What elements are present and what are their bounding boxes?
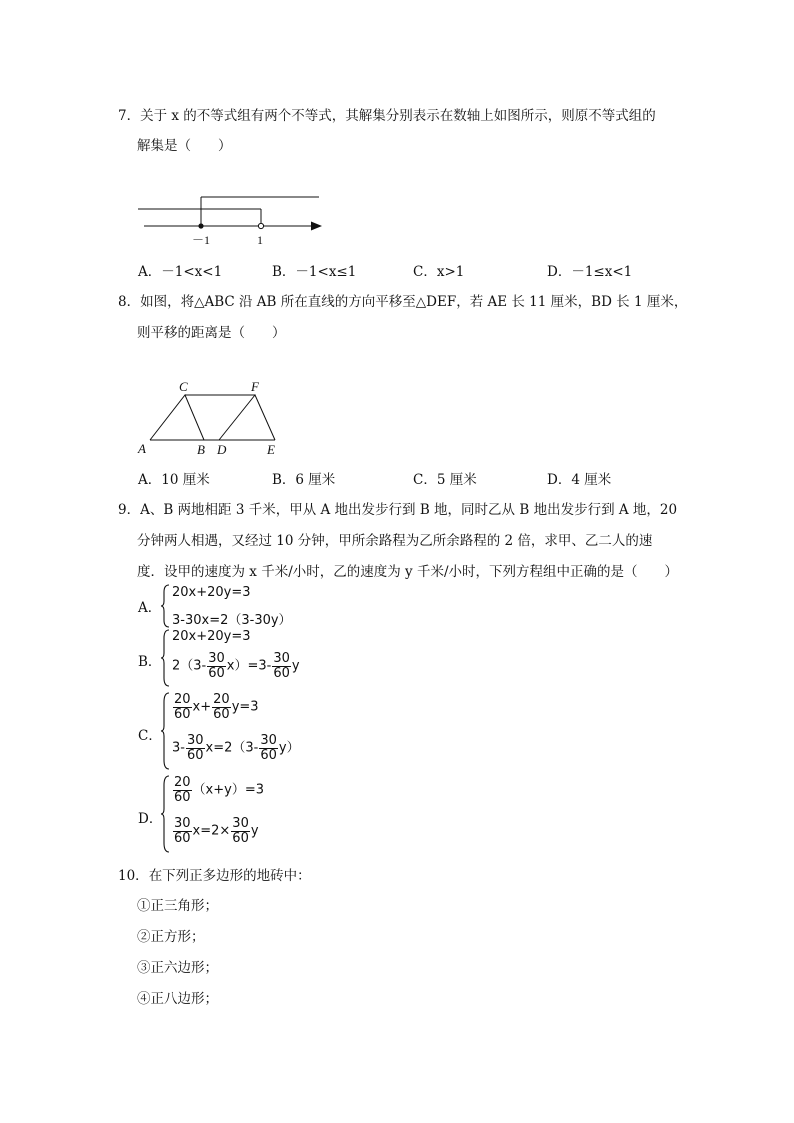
q8-option-c[interactable]: C．5 厘米 [413,472,477,488]
q7-stem-line1: 关于 x 的不等式组有两个不等式，其解集分别表示在数轴上如图所示，则原不等式组的 [140,108,656,124]
q8-label-f: F [251,379,259,394]
q7-option-d[interactable]: D．－1≤x<1 [547,264,633,280]
q10-item-4: ④正八边形； [137,991,218,1007]
q9-brace-c [161,692,171,770]
q8-label-c: C [179,379,188,394]
q9-line1 [118,498,677,518]
q7-axis-arrow-icon [311,222,322,231]
q8-line1 [118,290,687,310]
q9-option-a[interactable]: A． [138,600,162,616]
q9-d-eq1: $\frac{20}{60}$ （x+y）=3 [174,775,264,805]
fraction: $\frac{30}{60}$ [232,816,249,846]
q8-label-a: A [138,441,146,456]
q8-label-b: B [197,442,205,457]
q10-stem: 在下列正多边形的地砖中： [148,868,311,884]
q8-triangle-abc [150,395,204,440]
q9-c-eq2: 3- $\frac{30}{60}$ x=2（3- $\frac{30}{60}$ y） [172,733,300,763]
fraction: $\frac{30}{60}$ [273,651,290,681]
fraction: $\frac{20}{60}$ [174,692,191,722]
q7-tick-label-neg1: －1 [192,233,211,247]
q9-d-eq2: $\frac{30}{60}$ x=2× $\frac{30}{60}$ y [174,816,259,846]
q9-number: 9． [118,502,141,518]
q7-option-c[interactable]: C．x>1 [413,264,465,280]
q7-tick-label-1: 1 [257,233,263,247]
q9-b-eq2: 2（3- $\frac{30}{60}$ x）=3- $\frac{30}{60}$ y [172,651,300,681]
q7-hollow-point [258,223,263,228]
q8-option-d[interactable]: D．4 厘米 [547,472,612,488]
q7-number: 7． [118,108,141,124]
q10-line1 [118,864,311,884]
fraction: $\frac{30}{60}$ [208,651,225,681]
q7-option-b[interactable]: B．－1<x≤1 [272,264,357,280]
q7-option-a[interactable]: A．－1<x<1 [138,264,223,280]
q8-option-a[interactable]: A．10 厘米 [138,472,210,488]
q8-option-b[interactable]: B．6 厘米 [272,472,336,488]
q9-a-eq2: 3-30x=2（3-30y） [172,613,292,628]
fraction: $\frac{20}{60}$ [174,775,191,805]
q10-number: 10． [118,868,149,884]
q9-option-c[interactable]: C． [138,728,162,744]
q7-stem-line2: 解集是（ ） [137,138,232,154]
q8-stem-line1: 如图，将△ABC 沿 AB 所在直线的方向平移至△DEF，若 AE 长 11 厘米，BD 长 1 厘米， [140,294,688,310]
q9-stem-line3: 度．设甲的速度为 x 千米/小时，乙的速度为 y 千米/小时，下列方程组中正确的是（ ） [137,564,679,580]
q8-stem-line2: 则平移的距离是（ ） [137,325,286,341]
q9-a-eq1: 20x+20y=3 [172,585,251,600]
q8-number: 8． [118,294,141,310]
q10-item-1: ①正三角形； [137,898,218,914]
q9-b-eq1: 20x+20y=3 [172,629,251,644]
q8-label-e: E [267,442,275,457]
q7-number-line-figure [138,192,338,252]
q7-solid-point [198,223,203,228]
q9-option-b[interactable]: B． [138,654,162,670]
q8-translation-figure [134,378,294,458]
q9-brace-d [161,775,171,853]
q9-brace-b [161,629,171,687]
fraction: $\frac{30}{60}$ [186,733,204,763]
q9-c-eq1: $\frac{20}{60}$ x+ $\frac{20}{60}$ y=3 [174,692,259,722]
q8-label-d: D [217,442,227,457]
q8-triangle-def [219,395,275,440]
q9-option-d[interactable]: D． [138,811,163,827]
q10-item-3: ③正六边形； [137,960,218,976]
q9-stem-line2: 分钟两人相遇，又经过 10 分钟，甲所余路程为乙所余路程的 2 倍，求甲、乙二人的速 [137,533,653,549]
q7-line1 [118,104,656,124]
fraction: $\frac{30}{60}$ [260,733,277,763]
q9-stem-line1: A、B 两地相距 3 千米，甲从 A 地出发步行到 B 地，同时乙从 B 地出发步行到 A 地，20 [140,502,678,518]
fraction: $\frac{20}{60}$ [213,692,230,722]
q9-brace-a [161,584,171,628]
fraction: $\frac{30}{60}$ [174,816,191,846]
q10-item-2: ②正方形； [137,929,205,945]
